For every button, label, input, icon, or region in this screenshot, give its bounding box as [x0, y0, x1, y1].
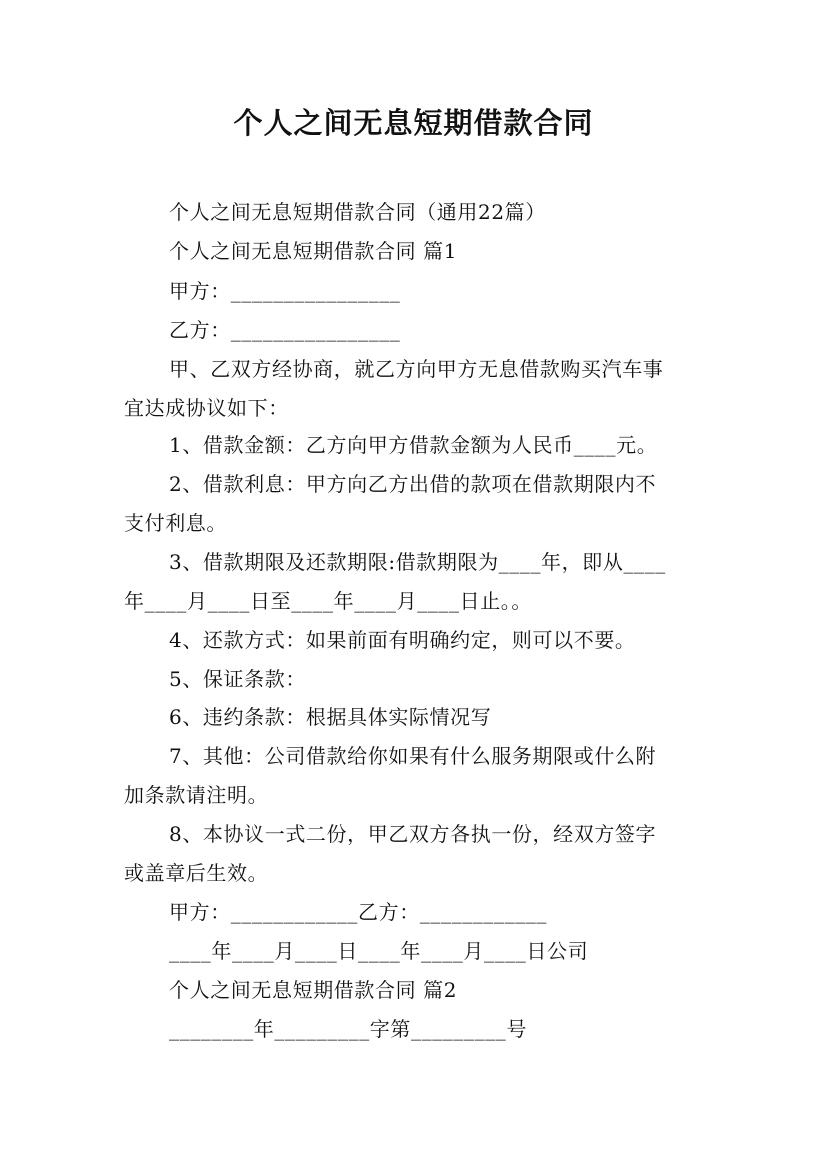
clause-5: 5、保证条款： — [169, 667, 306, 691]
clause-6: 6、违约条款：根据具体实际情况写 — [169, 705, 492, 729]
clause-3-line-1: 3、借款期限及还款期限:借款期限为____年，即从____ — [169, 550, 666, 574]
intro-paragraph-line-2: 宜达成协议如下： — [124, 396, 289, 420]
reference-number-line: ________年_________字第_________号 — [169, 1017, 527, 1041]
section-1-heading: 个人之间无息短期借款合同 篇1 — [169, 239, 458, 263]
intro-paragraph-line-1: 甲、乙双方经协商，就乙方向甲方无息借款购买汽车事 — [169, 357, 664, 381]
clause-3-line-2: 年____月____日至____年____月____日止。。 — [124, 589, 532, 613]
clause-8-line-1: 8、本协议一式二份，甲乙双方各执一份，经双方签字 — [169, 822, 657, 846]
document-title: 个人之间无息短期借款合同 — [233, 106, 594, 140]
party-b-line: 乙方：________________ — [169, 318, 401, 342]
party-a-line: 甲方：________________ — [169, 279, 401, 303]
clause-8-line-2: 或盖章后生效。 — [124, 861, 269, 885]
clause-7-line-2: 加条款请注明。 — [124, 783, 269, 807]
document-subtitle: 个人之间无息短期借款合同（通用22篇） — [169, 200, 546, 224]
clause-7-line-1: 7、其他：公司借款给你如果有什么服务期限或什么附 — [169, 744, 657, 768]
section-2-heading: 个人之间无息短期借款合同 篇2 — [169, 978, 458, 1002]
signature-line: 甲方：____________乙方：____________ — [169, 900, 547, 924]
clause-2-line-1: 2、借款利息：甲方向乙方出借的款项在借款期限内不 — [169, 472, 657, 496]
date-line: ____年____月____日____年____月____日公司 — [169, 939, 589, 963]
clause-4: 4、还款方式：如果前面有明确约定，则可以不要。 — [169, 628, 636, 652]
clause-1: 1、借款金额：乙方向甲方借款金额为人民币____元。 — [169, 433, 658, 457]
clause-2-line-2: 支付利息。 — [124, 511, 227, 535]
